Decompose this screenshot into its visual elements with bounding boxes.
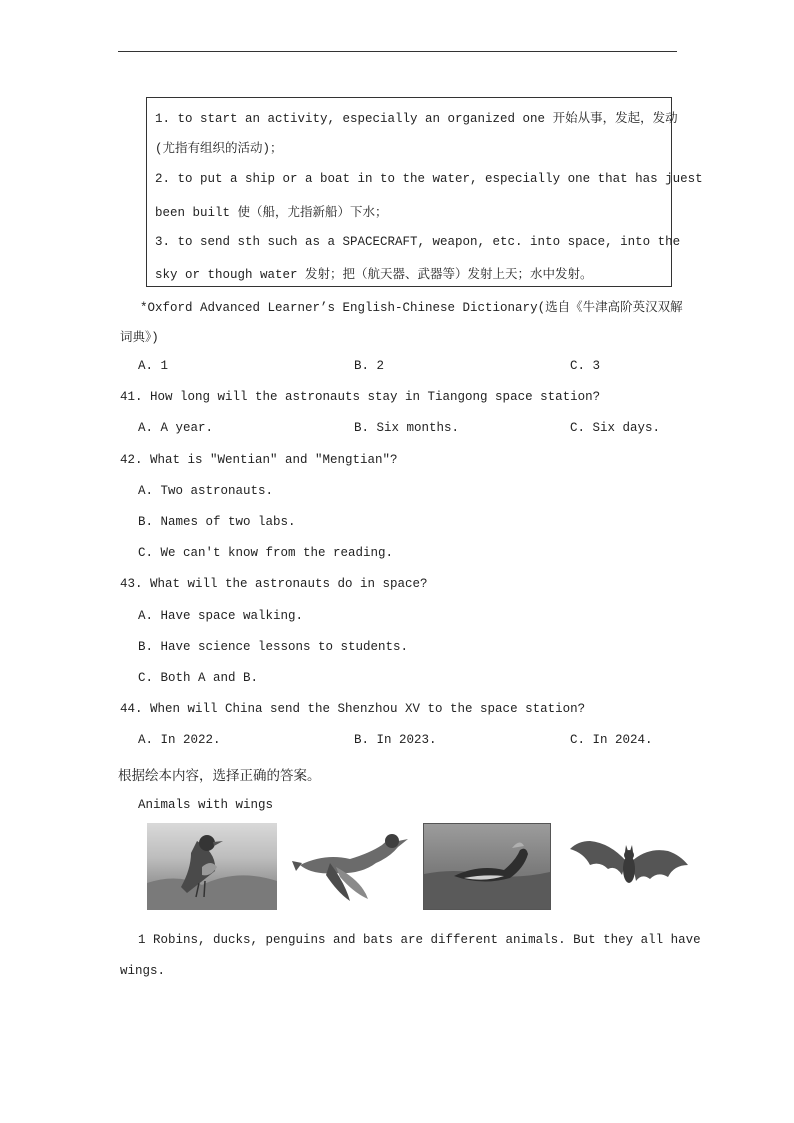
definition-3-line-2: sky or though water 发射；把（航天器、武器等）发射上天；水中发射。 [155, 268, 593, 282]
q43-option-a: A. Have space walking. [138, 609, 304, 623]
q43-question: 43. What will the astronauts do in space? [120, 577, 428, 591]
dictionary-definition-box [146, 97, 703, 287]
q40-option-c: C. 3 [570, 359, 601, 373]
q40-option-a: A. 1 [138, 359, 169, 373]
header-rule [118, 51, 677, 52]
q43-option-b: B. Have science lessons to students. [138, 640, 409, 654]
q40-option-b: B. 2 [354, 359, 385, 373]
q42-option-c: C. We can't know from the reading. [138, 546, 394, 560]
q42-option-b: B. Names of two labs. [138, 515, 296, 529]
definition-1-line-1: 1. to start an activity, especially an organized one 开始从事，发起，发动 [155, 112, 678, 126]
q44-option-a: A. In 2022. [138, 733, 221, 747]
section-instruction: 根据绘本内容，选择正确的答案。 [118, 768, 321, 784]
q41-option-c: C. Six days. [570, 421, 661, 435]
q42-option-a: A. Two astronauts. [138, 484, 274, 498]
definition-1-line-2: (尤指有组织的活动)； [155, 142, 283, 156]
q44-question: 44. When will China send the Shenzhou XV to the space station? [120, 702, 586, 716]
duck-illustration [290, 823, 410, 903]
bat-illustration [570, 835, 688, 901]
paragraph-1-line-2: wings. [120, 964, 166, 978]
q41-option-b: B. Six months. [354, 421, 460, 435]
q42-question: 42. What is "Wentian" and "Mengtian"? [120, 453, 398, 467]
robin-photo [147, 823, 277, 910]
dictionary-source-line-1: *Oxford Advanced Learner’s English-Chinese Dictionary(选自《牛津高阶英汉双解 [140, 301, 683, 315]
definition-3-line-1: 3. to send sth such as a SPACECRAFT, weapon, etc. into space, into the [155, 235, 681, 249]
q43-option-c: C. Both A and B. [138, 671, 259, 685]
q44-option-b: B. In 2023. [354, 733, 437, 747]
definition-2-line-1: 2. to put a ship or a boat in to the water, especially one that has juest [155, 172, 703, 186]
penguin-photo [423, 823, 551, 910]
q44-option-c: C. In 2024. [570, 733, 653, 747]
paragraph-1-line-1: 1 Robins, ducks, penguins and bats are different animals. But they all have [138, 933, 701, 947]
definition-2-line-2: been built 使（船，尤指新船）下水； [155, 206, 388, 220]
q41-question: 41. How long will the astronauts stay in Tiangong space station? [120, 390, 601, 404]
q41-option-a: A. A year. [138, 421, 214, 435]
picture-book-title: Animals with wings [138, 798, 274, 812]
dictionary-source-line-2: 词典》) [120, 331, 159, 345]
